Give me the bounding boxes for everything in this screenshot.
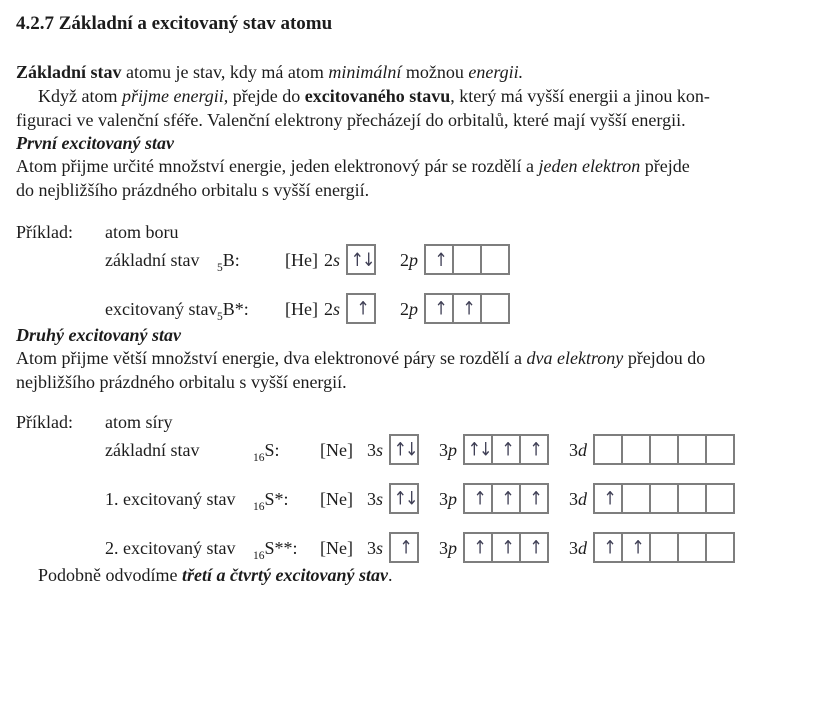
element-symbol: $_{16}$S**: — [253, 537, 298, 562]
shell-label: 3d — [569, 537, 588, 558]
electron-arrows: ↑ — [473, 536, 485, 558]
electron-arrows: ↑ — [603, 487, 615, 509]
electron-arrows: ↑↓ — [467, 438, 491, 460]
nucleon-subscript: 5 — [217, 310, 223, 323]
state-label: excitovaný stav — [105, 298, 218, 319]
subsection-heading-second-excited: Druhý excitovaný stav — [16, 325, 181, 345]
text-run: přijme energii, — [121, 86, 229, 106]
shell-label: 3d — [569, 439, 588, 460]
electron-arrows: ↑ — [529, 536, 541, 558]
text-run: třetí a čtvrtý excitovaný stav — [182, 565, 388, 585]
orbital-box — [677, 483, 707, 514]
text-run: , který má vyšší energii a jinou kon- — [450, 86, 710, 106]
shell-label: 3p — [439, 439, 458, 460]
orbital-box — [519, 532, 549, 563]
orbital-group — [400, 244, 510, 275]
text-run: Základní stav — [16, 62, 122, 82]
orbital-box — [424, 293, 454, 324]
orbital-row — [105, 293, 811, 324]
element-symbol: $_{16}$S: — [253, 439, 280, 464]
text-run: nejbližšího prázdného orbitalu s vyšší energií. — [16, 372, 347, 392]
orbital-box-group — [593, 532, 735, 563]
orbital-box — [424, 244, 454, 275]
orbital-diagram-boron — [105, 244, 811, 324]
orbital-group — [324, 293, 376, 324]
core-configuration: [He] — [285, 298, 318, 319]
electron-arrows: ↑ — [529, 438, 541, 460]
electron-arrows: ↑ — [462, 297, 474, 319]
core-configuration: [Ne] — [320, 488, 353, 509]
paragraph-first-excited — [16, 154, 811, 202]
orbital-box-group — [389, 483, 419, 514]
orbital-row — [105, 434, 811, 465]
element-symbol: $_5$B: — [217, 249, 240, 274]
text-run: excitovaného stavu — [304, 86, 451, 106]
shell-label: 2s — [324, 249, 341, 270]
paragraph-second-excited — [16, 346, 811, 394]
orbital-box — [463, 483, 493, 514]
orbital-box-group — [593, 483, 735, 514]
orbital-box-group — [463, 532, 549, 563]
orbital-box — [346, 293, 376, 324]
example-boron — [16, 221, 811, 324]
orbital-box — [649, 434, 679, 465]
electron-arrows: ↑↓ — [393, 438, 417, 460]
electron-arrows: ↑ — [434, 248, 446, 270]
orbital-row — [105, 532, 811, 563]
orbital-group — [324, 244, 376, 275]
text-run: jeden elektron — [538, 156, 641, 176]
electron-arrows: ↑ — [356, 297, 368, 319]
text-run: možnou — [401, 62, 469, 82]
electron-arrows: ↑ — [501, 487, 513, 509]
orbital-box-group — [346, 244, 376, 275]
example-body — [105, 221, 811, 324]
shell-label: 2s — [324, 298, 341, 319]
orbital-box — [705, 434, 735, 465]
example-label: Příklad: — [16, 222, 73, 242]
nucleon-subscript: 16 — [253, 500, 265, 513]
shell-label: 3s — [367, 537, 384, 558]
shell-label: 2p — [400, 298, 419, 319]
orbital-box — [649, 532, 679, 563]
state-label: 1. excitovaný stav — [105, 488, 236, 509]
shell-label: 3s — [367, 439, 384, 460]
example-name: atom boru — [105, 222, 179, 242]
orbital-box-group — [346, 293, 376, 324]
orbital-group — [569, 434, 735, 465]
orbital-box — [705, 483, 735, 514]
orbital-box — [463, 532, 493, 563]
orbital-box — [621, 434, 651, 465]
section-heading: 4.2.7 Základní a excitovaný stav atomu — [16, 13, 333, 34]
orbital-group — [439, 532, 549, 563]
orbital-group — [569, 483, 735, 514]
orbital-box — [491, 483, 521, 514]
nucleon-subscript: 5 — [217, 261, 223, 274]
electron-arrows: ↑ — [529, 487, 541, 509]
orbital-box-group — [389, 532, 419, 563]
orbital-box — [621, 483, 651, 514]
orbital-box — [677, 532, 707, 563]
orbital-box — [519, 434, 549, 465]
text-run: do nejbližšího prázdného orbitalu s vyšší energií. — [16, 180, 370, 200]
text-run: energii. — [468, 62, 524, 82]
shell-label: 3s — [367, 488, 384, 509]
orbital-group — [367, 532, 419, 563]
orbital-box-group — [463, 483, 549, 514]
shell-label: 3p — [439, 488, 458, 509]
orbital-box — [452, 244, 482, 275]
orbital-group — [569, 532, 735, 563]
orbital-box — [346, 244, 376, 275]
text-run: dva elektrony — [526, 348, 624, 368]
orbital-box — [452, 293, 482, 324]
paragraph-ground-state — [16, 60, 811, 84]
nucleon-subscript: 16 — [253, 451, 265, 464]
text-run: Když atom — [38, 86, 122, 106]
orbital-box — [705, 532, 735, 563]
orbital-group — [367, 434, 419, 465]
electron-arrows: ↑ — [501, 438, 513, 460]
shell-label: 3p — [439, 537, 458, 558]
orbital-group — [367, 483, 419, 514]
orbital-group — [439, 434, 549, 465]
orbital-box — [389, 434, 419, 465]
element-symbol: $_{16}$S*: — [253, 488, 289, 513]
text-run: přejde — [640, 156, 690, 176]
orbital-box — [480, 244, 510, 275]
orbital-box-group — [389, 434, 419, 465]
orbital-row — [105, 244, 811, 275]
orbital-box-group — [463, 434, 549, 465]
orbital-group — [400, 293, 510, 324]
nucleon-subscript: 16 — [253, 549, 265, 562]
electron-arrows: ↑ — [631, 536, 643, 558]
paragraph-closing — [16, 563, 811, 587]
electron-arrows: ↑ — [399, 536, 411, 558]
text-run: . — [387, 565, 393, 585]
orbital-box — [519, 483, 549, 514]
electron-arrows: ↑ — [434, 297, 446, 319]
text-run: minimální — [328, 62, 402, 82]
orbital-box — [649, 483, 679, 514]
example-label: Příklad: — [16, 412, 73, 432]
core-configuration: [Ne] — [320, 439, 353, 460]
electron-arrows: ↑↓ — [350, 248, 374, 270]
orbital-box-group — [424, 244, 510, 275]
shell-label: 2p — [400, 249, 419, 270]
shell-label: 3d — [569, 488, 588, 509]
orbital-group — [439, 483, 549, 514]
orbital-box — [463, 434, 493, 465]
state-label: základní stav — [105, 439, 200, 460]
example-body — [105, 411, 811, 563]
core-configuration: [Ne] — [320, 537, 353, 558]
element-symbol: $_5$B*: — [217, 298, 249, 323]
orbital-box — [491, 532, 521, 563]
subsection-heading-first-excited: První excitovaný stav — [16, 133, 174, 153]
text-run: Atom přijme určité množství energie, jeden elektronový pár se rozdělí a — [16, 156, 539, 176]
example-name: atom síry — [105, 412, 173, 432]
paragraph-excited-energy — [16, 84, 811, 132]
text-run: Atom přijme větší množství energie, dva elektronové páry se rozdělí a — [16, 348, 527, 368]
electron-arrows: ↑↓ — [393, 487, 417, 509]
orbital-box — [491, 434, 521, 465]
orbital-box-group — [424, 293, 510, 324]
orbital-box — [593, 434, 623, 465]
text-run: atomu je stav, kdy má atom — [121, 62, 329, 82]
orbital-box — [389, 532, 419, 563]
text-run: Podobně odvodíme — [38, 565, 182, 585]
electron-arrows: ↑ — [473, 487, 485, 509]
orbital-row — [105, 483, 811, 514]
orbital-diagram-sulfur — [105, 434, 811, 563]
core-configuration: [He] — [285, 249, 318, 270]
electron-arrows: ↑ — [501, 536, 513, 558]
example-sulfur — [16, 411, 811, 563]
orbital-box — [593, 532, 623, 563]
orbital-box — [677, 434, 707, 465]
text-run: přejde do — [228, 86, 305, 106]
text-run: figuraci ve valenční sféře. Valenční elektrony přecházejí do orbitalů, které mají vyšší energii. — [16, 110, 686, 130]
orbital-box — [389, 483, 419, 514]
orbital-box — [593, 483, 623, 514]
orbital-box — [480, 293, 510, 324]
state-label: 2. excitovaný stav — [105, 537, 236, 558]
state-label: základní stav — [105, 249, 200, 270]
text-run: přejdou do — [623, 348, 706, 368]
orbital-box — [621, 532, 651, 563]
electron-arrows: ↑ — [603, 536, 615, 558]
orbital-box-group — [593, 434, 735, 465]
